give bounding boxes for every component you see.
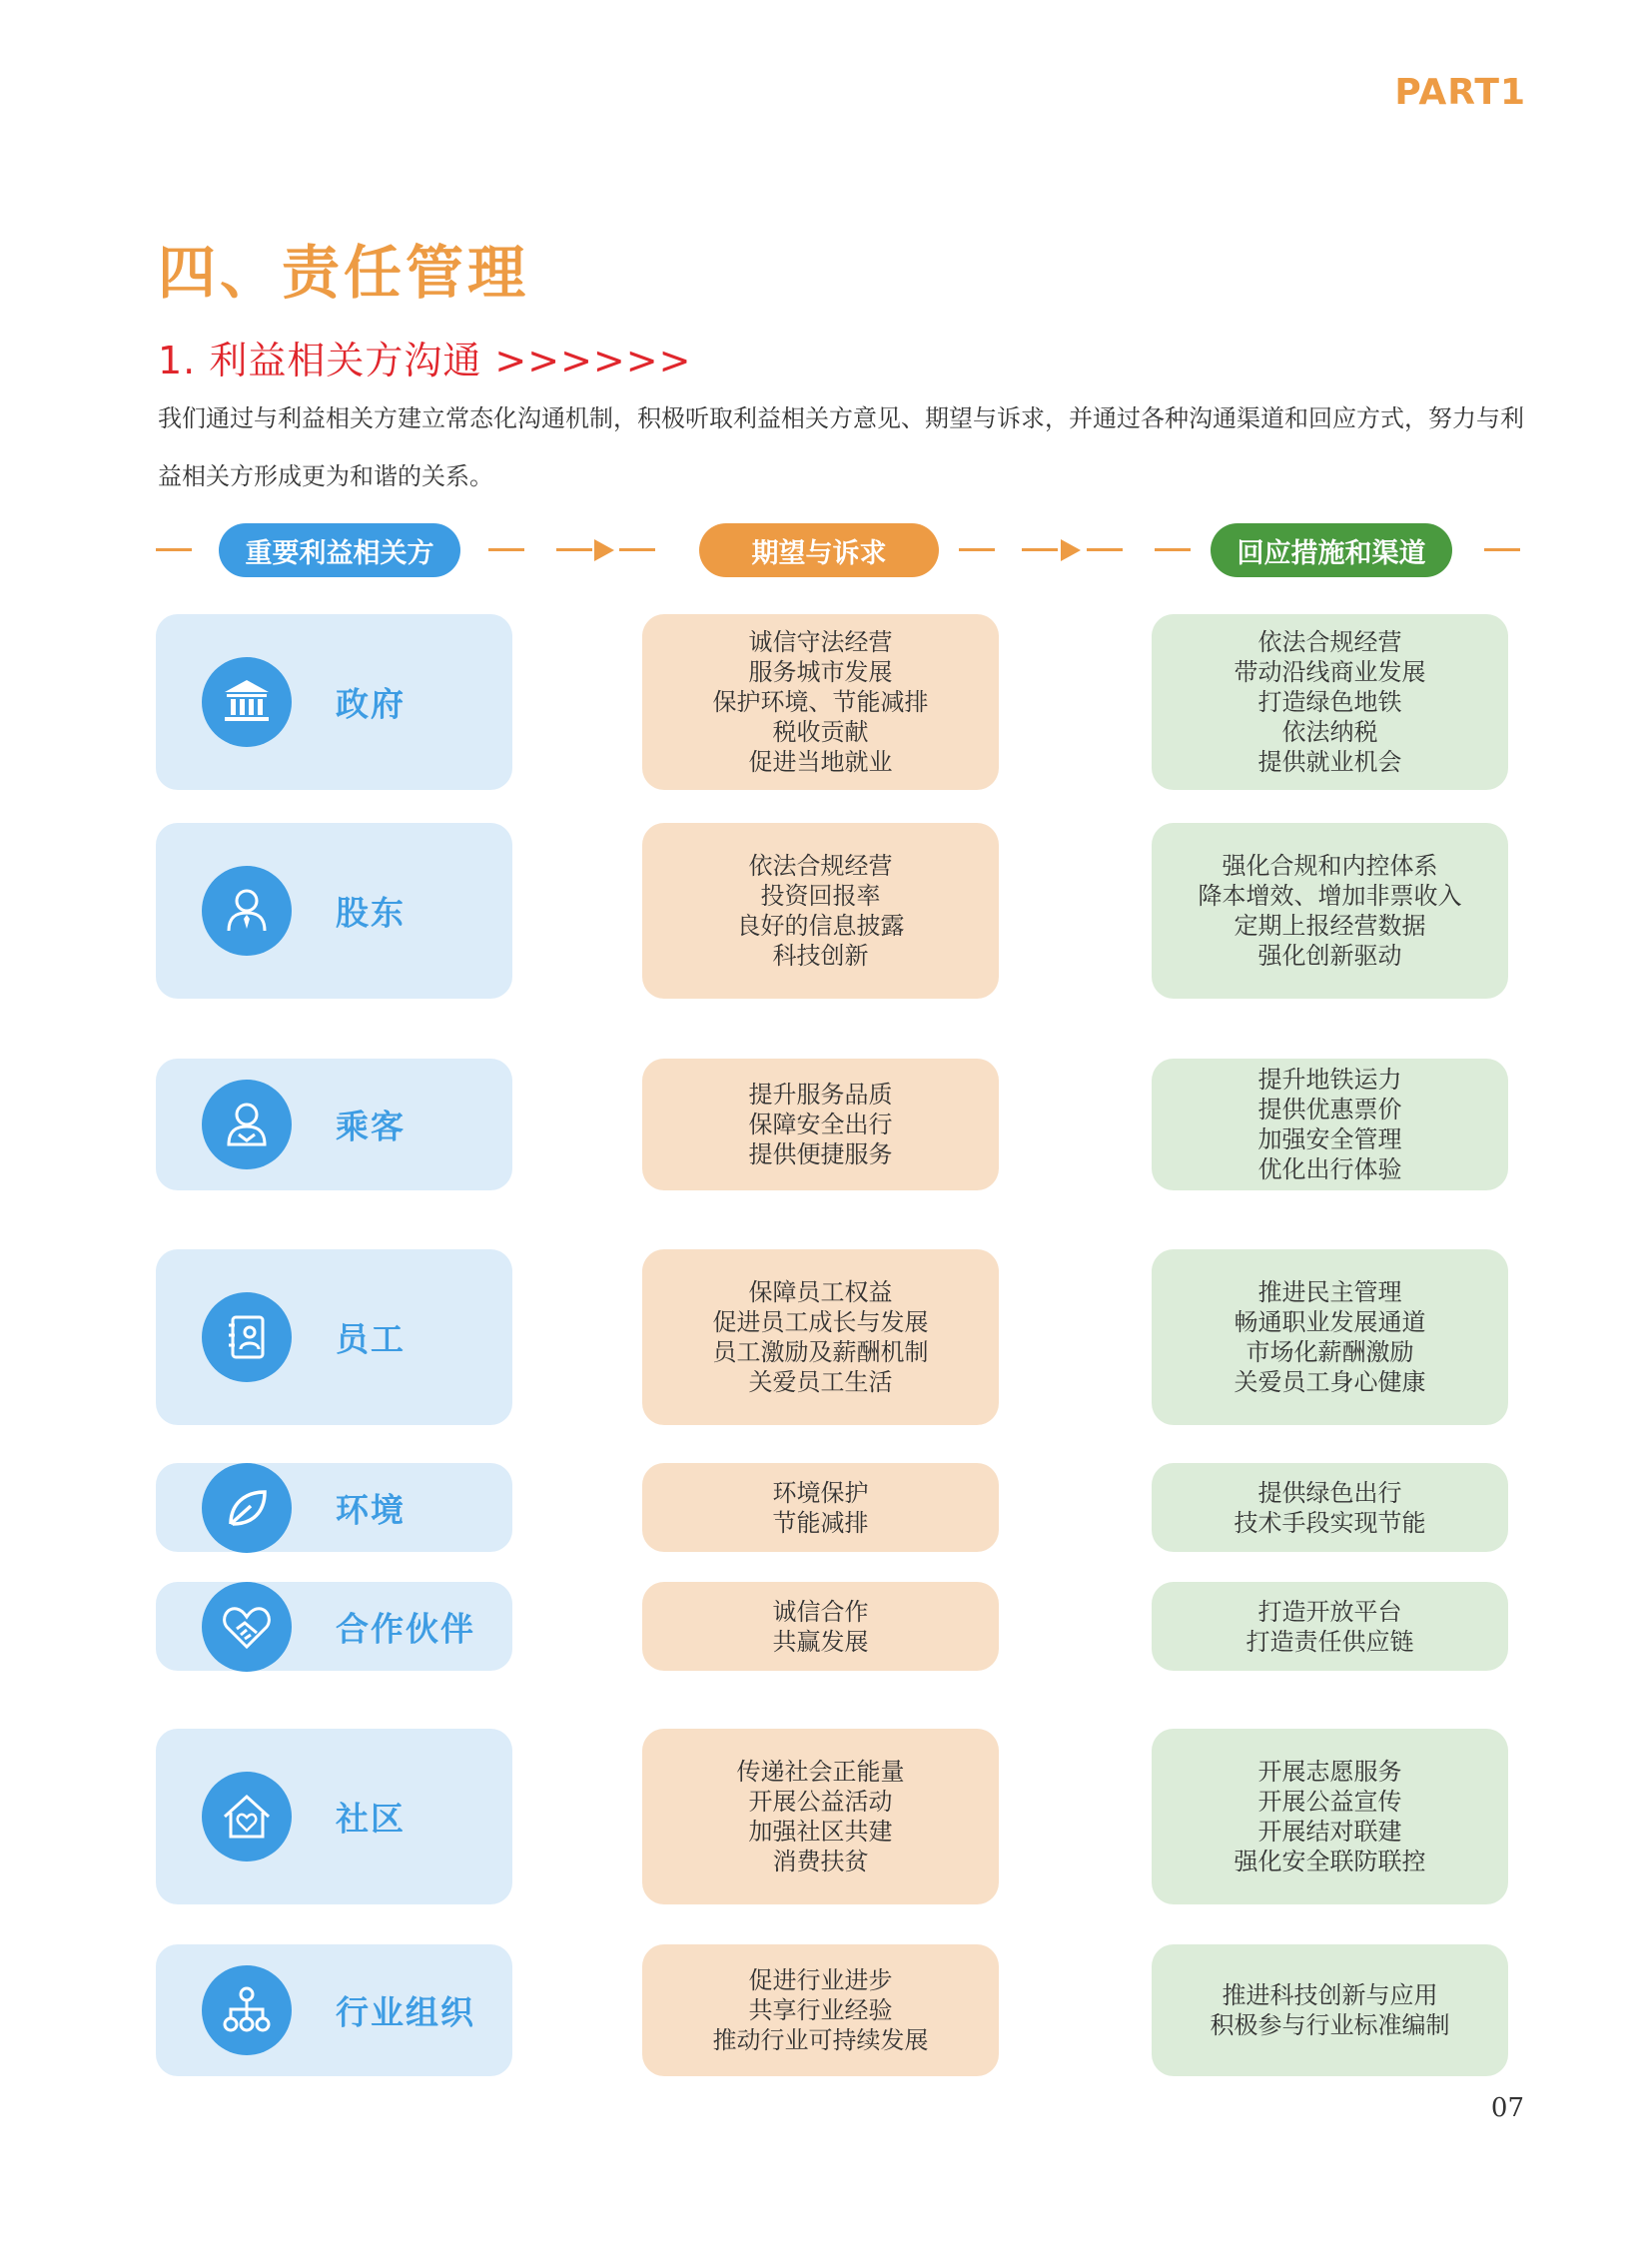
expectation-item: 促进当地就业 (748, 748, 893, 776)
header-divider (556, 548, 592, 551)
expectation-item: 关爱员工生活 (748, 1368, 893, 1396)
header-divider (1484, 548, 1520, 551)
expectation-item: 促进员工成长与发展 (712, 1308, 929, 1336)
expectation-item: 诚信守法经营 (748, 628, 893, 656)
expectation-item: 推动行业可持续发展 (712, 2026, 929, 2054)
expectations-card (642, 1249, 999, 1425)
response-item: 积极参与行业标准编制 (1210, 2011, 1450, 2039)
stakeholder-name: 行业组织 (336, 1992, 475, 2032)
response-item: 提升地铁运力 (1257, 1066, 1402, 1094)
stakeholder-name: 乘客 (336, 1107, 406, 1146)
expectation-item: 加强社区共建 (748, 1818, 893, 1846)
responses-card (1152, 1463, 1508, 1552)
responses-card (1152, 1944, 1508, 2076)
responses-card (1152, 1582, 1508, 1671)
passenger-person-icon (202, 1080, 292, 1169)
part-label: PART1 (1394, 72, 1526, 113)
stakeholder-name: 合作伙伴 (336, 1609, 475, 1648)
stakeholder-row-environment (0, 1463, 1652, 1552)
expectation-item: 良好的信息披露 (736, 912, 905, 940)
response-item: 定期上报经营数据 (1234, 912, 1426, 940)
response-item: 强化合规和内控体系 (1222, 852, 1438, 880)
response-item: 推进科技创新与应用 (1222, 1981, 1438, 2009)
header-divider (156, 548, 192, 551)
expectations-card (642, 823, 999, 999)
arrow-right-icon (1061, 539, 1081, 561)
employee-badge-icon (202, 1292, 292, 1382)
header-divider (488, 548, 524, 551)
stakeholders-column-header: 重要利益相关方 (219, 523, 460, 577)
response-item: 市场化薪酬激励 (1245, 1338, 1414, 1366)
stakeholder-name: 社区 (336, 1799, 406, 1839)
response-item: 开展结对联建 (1257, 1818, 1402, 1846)
stakeholder-card (156, 823, 512, 999)
response-item: 提供绿色出行 (1257, 1478, 1402, 1507)
header-divider (619, 548, 655, 551)
expectations-card (642, 1729, 999, 1904)
section-title: 四、责任管理 (158, 239, 530, 307)
responses-card (1152, 823, 1508, 999)
responses-card (1152, 614, 1508, 790)
stakeholder-row-community (0, 1729, 1652, 1904)
response-item: 打造责任供应链 (1245, 1627, 1414, 1656)
response-item: 带动沿线商业发展 (1234, 658, 1426, 686)
expectation-item: 提升服务品质 (748, 1081, 893, 1109)
expectation-item: 员工激励及薪酬机制 (712, 1338, 929, 1366)
handshake-heart-icon (202, 1582, 292, 1672)
arrow-right-icon (594, 539, 614, 561)
expectation-item: 科技创新 (772, 942, 869, 970)
organization-network-icon (202, 1965, 292, 2055)
leaf-icon (202, 1463, 292, 1553)
stakeholder-card (156, 1059, 512, 1190)
response-item: 提供优惠票价 (1257, 1096, 1402, 1123)
expectation-item: 提供便捷服务 (748, 1140, 893, 1168)
responses-column-header: 回应措施和渠道 (1211, 523, 1452, 577)
response-item: 优化出行体验 (1257, 1155, 1402, 1183)
expectation-item: 税收贡献 (772, 718, 869, 746)
expectation-item: 共享行业经验 (748, 1996, 893, 2024)
stakeholder-card (156, 1463, 512, 1552)
expectation-item: 保护环境、节能减排 (712, 688, 929, 716)
stakeholder-card (156, 1582, 512, 1671)
response-item: 技术手段实现节能 (1234, 1508, 1426, 1537)
expectation-item: 消费扶贫 (772, 1848, 869, 1875)
response-item: 畅通职业发展通道 (1234, 1308, 1426, 1336)
expectation-item: 投资回报率 (760, 882, 881, 910)
expectation-item: 保障员工权益 (748, 1278, 893, 1306)
stakeholder-card (156, 1944, 512, 2076)
response-item: 降本增效、增加非票收入 (1198, 882, 1462, 910)
response-item: 提供就业机会 (1257, 748, 1402, 776)
shareholder-person-icon (202, 866, 292, 956)
response-item: 关爱员工身心健康 (1234, 1368, 1426, 1396)
header-divider (959, 548, 995, 551)
stakeholder-row-industry-organizations (0, 1944, 1652, 2076)
stakeholder-card (156, 1729, 512, 1904)
stakeholder-card (156, 614, 512, 790)
expectation-item: 传递社会正能量 (736, 1758, 905, 1786)
response-item: 依法纳税 (1281, 718, 1378, 746)
expectation-item: 开展公益活动 (748, 1788, 893, 1816)
responses-card (1152, 1249, 1508, 1425)
page-number: 07 (1490, 2093, 1524, 2123)
response-item: 强化创新驱动 (1257, 942, 1402, 970)
home-heart-icon (202, 1772, 292, 1862)
stakeholder-row-passengers (0, 1059, 1652, 1190)
expectation-item: 环境保护 (772, 1478, 869, 1507)
expectations-card (642, 1944, 999, 2076)
stakeholder-name: 政府 (336, 684, 406, 724)
expectations-column-header: 期望与诉求 (699, 523, 939, 577)
expectations-card (642, 614, 999, 790)
expectation-item: 诚信合作 (772, 1597, 869, 1626)
expectations-card (642, 1463, 999, 1552)
expectation-item: 促进行业进步 (748, 1966, 893, 1994)
stakeholder-row-shareholders (0, 823, 1652, 999)
header-divider (1087, 548, 1123, 551)
header-divider (1155, 548, 1191, 551)
responses-card (1152, 1729, 1508, 1904)
response-item: 依法合规经营 (1257, 628, 1402, 656)
subsection-title: 1. 利益相关方沟通 >>>>>> (158, 339, 692, 382)
response-item: 强化安全联防联控 (1234, 1848, 1426, 1875)
expectation-item: 依法合规经营 (748, 852, 893, 880)
response-item: 加强安全管理 (1257, 1125, 1402, 1153)
header-divider (1022, 548, 1058, 551)
stakeholder-name: 股东 (336, 893, 406, 933)
stakeholder-row-partners (0, 1582, 1652, 1671)
expectation-item: 节能减排 (772, 1508, 869, 1537)
stakeholder-card (156, 1249, 512, 1425)
expectations-card (642, 1059, 999, 1190)
response-item: 开展志愿服务 (1257, 1758, 1402, 1786)
response-item: 开展公益宣传 (1257, 1788, 1402, 1816)
expectations-card (642, 1582, 999, 1671)
responses-card (1152, 1059, 1508, 1190)
stakeholder-name: 环境 (336, 1490, 406, 1529)
response-item: 打造绿色地铁 (1257, 688, 1402, 716)
stakeholder-row-government (0, 614, 1652, 790)
expectation-item: 服务城市发展 (748, 658, 893, 686)
expectation-item: 共赢发展 (772, 1627, 869, 1656)
response-item: 打造开放平台 (1257, 1597, 1402, 1626)
government-building-icon (202, 657, 292, 747)
intro-paragraph: 我们通过与利益相关方建立常态化沟通机制，积极听取利益相关方意见、期望与诉求，并通过各种沟通渠道和回应方式，努力与利益相关方形成更为和谐的关系。 (158, 404, 1524, 490)
response-item: 推进民主管理 (1257, 1278, 1402, 1306)
stakeholder-name: 员工 (336, 1319, 406, 1359)
stakeholder-row-employees (0, 1249, 1652, 1425)
expectation-item: 保障安全出行 (748, 1111, 893, 1138)
